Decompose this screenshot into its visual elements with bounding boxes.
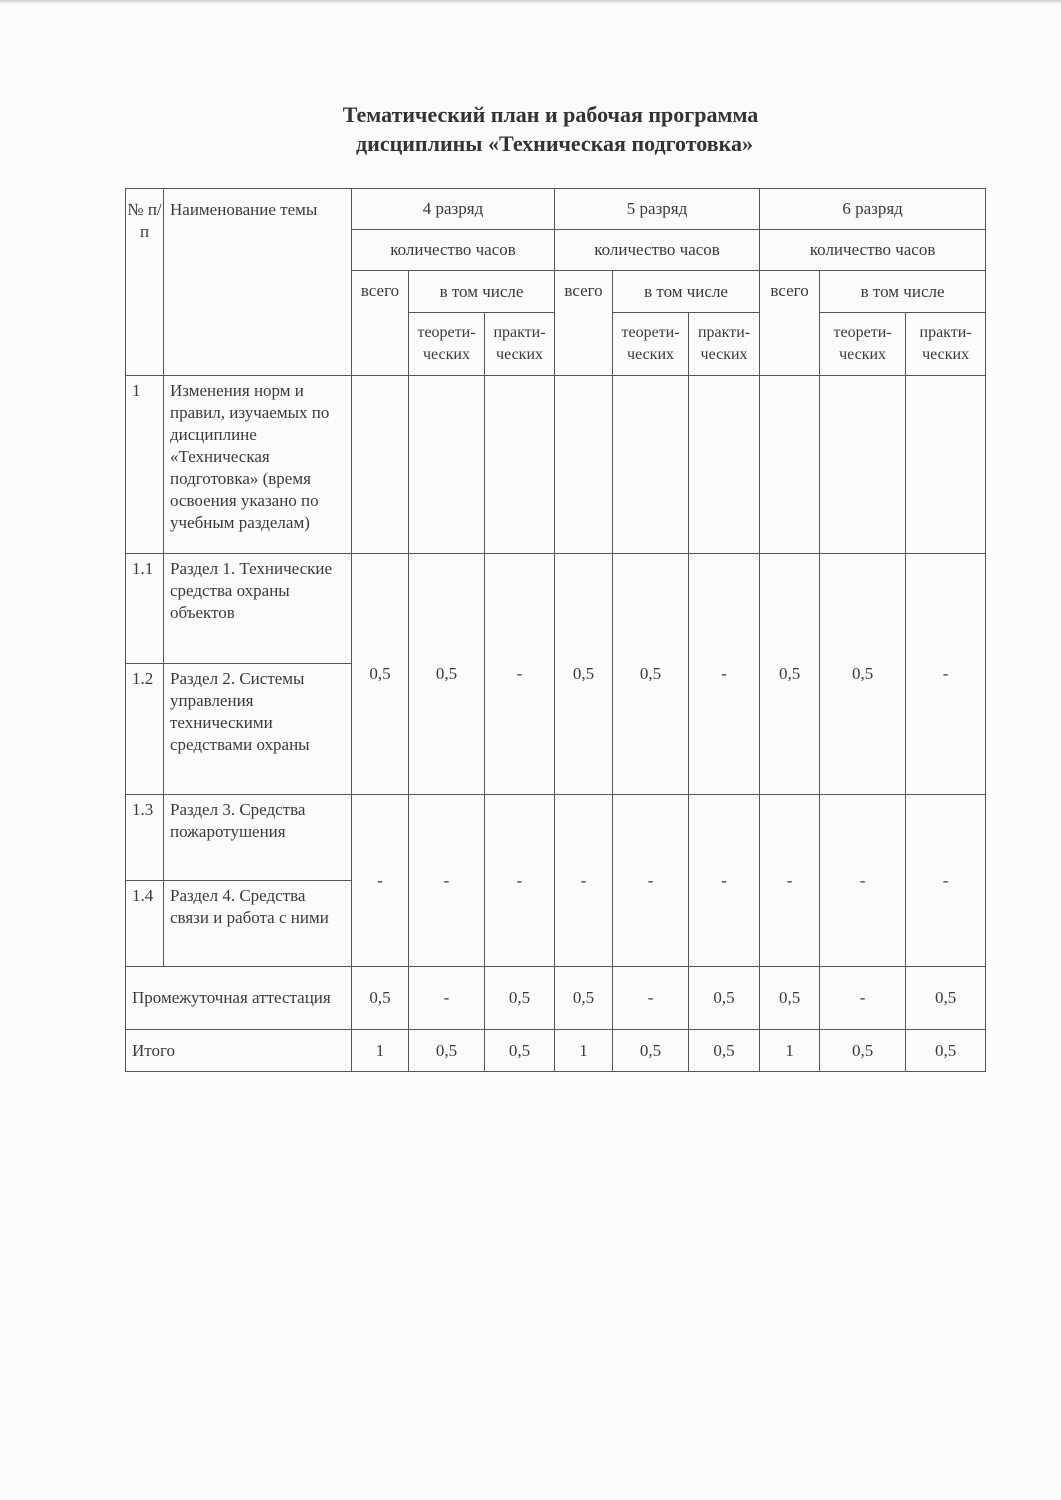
header-grade-5: 5 разряд [555, 189, 760, 230]
attestation-label: Промежуточная аттестация [126, 967, 352, 1030]
header-theory-6: теорети-ческих [820, 313, 906, 376]
value-cell: - [820, 795, 906, 967]
header-total-4: всего [352, 271, 409, 376]
header-including-6: в том числе [820, 271, 986, 313]
header-practice-4: практи-ческих [485, 313, 555, 376]
row-num: 1.4 [126, 881, 164, 967]
row-topic: Раздел 1. Технические средства охраны объектов [164, 554, 352, 664]
table-row [126, 376, 986, 554]
title-line-1: Тематический план и рабочая программа [342, 102, 759, 127]
row-topic: Изменения норм и правил, изучаемых по дисциплине «Техническая подготовка» (время освоения указано по учебным разделам) [164, 376, 352, 554]
header-theory-4: теорети-ческих [409, 313, 485, 376]
table-row [126, 795, 986, 881]
total-label: Итого [126, 1030, 352, 1072]
value-cell: - [352, 795, 409, 967]
header-hours-6: количество часов [760, 230, 986, 271]
value-cell: - [485, 795, 555, 967]
value-cell: 1 [352, 1030, 409, 1072]
value-cell: 0,5 [613, 1030, 689, 1072]
row-num: 1.1 [126, 554, 164, 664]
header-practice-6: практи-ческих [906, 313, 986, 376]
value-cell: - [906, 795, 986, 967]
value-cell: 0,5 [555, 554, 613, 795]
scan-edge [0, 0, 1061, 4]
value-cell: - [689, 795, 760, 967]
header-grade-6: 6 разряд [760, 189, 986, 230]
value-cell: 0,5 [906, 967, 986, 1030]
total-row [126, 1030, 986, 1072]
attestation-row [126, 967, 986, 1030]
value-cell: 0,5 [689, 967, 760, 1030]
value-cell: - [613, 795, 689, 967]
value-cell: - [409, 795, 485, 967]
value-cell: - [485, 554, 555, 795]
value-cell: 0,5 [613, 554, 689, 795]
header-theory-5: теорети-ческих [613, 313, 689, 376]
row-num: 1 [126, 376, 164, 554]
document-title [0, 100, 1061, 158]
value-cell: - [689, 554, 760, 795]
value-cell: - [555, 795, 613, 967]
header-row-grades [126, 189, 986, 230]
value-cell: 1 [555, 1030, 613, 1072]
value-cell: - [820, 967, 906, 1030]
value-cell: 1 [760, 1030, 820, 1072]
value-cell: - [613, 967, 689, 1030]
header-hours-5: количество часов [555, 230, 760, 271]
value-cell: 0,5 [760, 967, 820, 1030]
title-line-2: дисциплины «Техническая подготовка» [356, 131, 753, 156]
header-hours-4: количество часов [352, 230, 555, 271]
row-topic: Раздел 4. Средства связи и работа с ними [164, 881, 352, 967]
row-topic: Раздел 3. Средства пожаротушения [164, 795, 352, 881]
value-cell: 0,5 [820, 1030, 906, 1072]
header-practice-5: практи-ческих [689, 313, 760, 376]
value-cell: 0,5 [555, 967, 613, 1030]
table-row [126, 554, 986, 664]
row-topic: Раздел 2. Системы управления техническими средствами охраны [164, 664, 352, 795]
header-topic-name: Наименование темы [164, 189, 352, 376]
value-cell: 0,5 [485, 1030, 555, 1072]
value-cell: 0,5 [485, 967, 555, 1030]
row-num: 1.2 [126, 664, 164, 795]
header-num: № п/п [126, 189, 164, 376]
row-num: 1.3 [126, 795, 164, 881]
header-total-6: всего [760, 271, 820, 376]
header-including-4: в том числе [409, 271, 555, 313]
value-cell: 0,5 [689, 1030, 760, 1072]
value-cell: - [409, 967, 485, 1030]
value-cell: 0,5 [760, 554, 820, 795]
header-total-5: всего [555, 271, 613, 376]
value-cell: 0,5 [409, 1030, 485, 1072]
value-cell: 0,5 [409, 554, 485, 795]
value-cell: - [760, 795, 820, 967]
value-cell: 0,5 [906, 1030, 986, 1072]
value-cell: 0,5 [820, 554, 906, 795]
header-grade-4: 4 разряд [352, 189, 555, 230]
value-cell: 0,5 [352, 554, 409, 795]
thematic-plan-table [125, 188, 986, 1072]
value-cell: - [906, 554, 986, 795]
header-including-5: в том числе [613, 271, 760, 313]
value-cell: 0,5 [352, 967, 409, 1030]
